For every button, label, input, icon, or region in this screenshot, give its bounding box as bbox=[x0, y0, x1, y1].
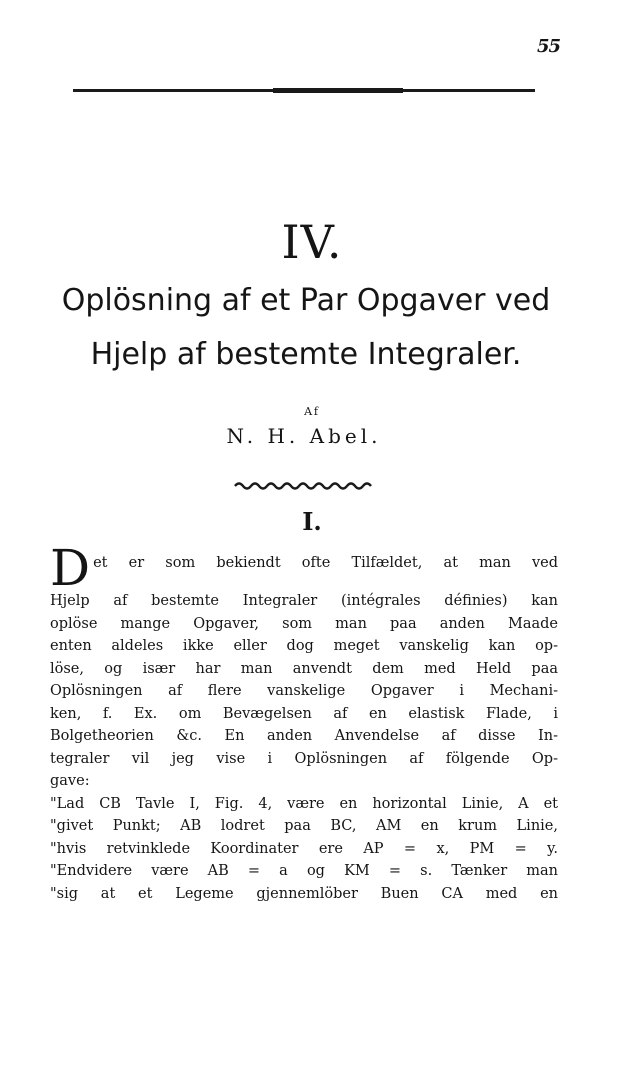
paragraph-line: ken, f. Ex. om Bevægelsen af en elastisk Flade, i bbox=[50, 705, 558, 722]
paragraph-line: et er som bekiendt ofte Tilfældet, at man ved bbox=[93, 555, 558, 571]
paragraph-line: Oplösningen af flere vanskelige Opgaver i Mechani- bbox=[50, 683, 558, 699]
page-number: 55 bbox=[536, 36, 560, 57]
quote-line: "givet Punkt; AB lodret paa BC, AM en krum Linie, bbox=[50, 818, 558, 834]
paragraph-line: tegraler vil jeg vise i Oplösningen af fölgende Op- bbox=[50, 750, 558, 767]
problem-statement bbox=[50, 793, 558, 906]
header-rule bbox=[73, 89, 535, 92]
opening-paragraph bbox=[50, 539, 558, 793]
title-line-1: Oplösning af et Par Opgaver ved bbox=[61, 283, 551, 318]
paragraph-line: Hjelp af bestemte Integraler (intégrales définies) kan bbox=[50, 593, 558, 609]
paragraph-line: gave: bbox=[50, 773, 90, 789]
title-line-2: Hjelp af bestemte Integraler. bbox=[90, 337, 522, 372]
paragraph-line: enten aldeles ikke eller dog meget vanskelig kan op- bbox=[50, 638, 558, 654]
quote-line: "Endvidere være AB = a og KM = s. Tænker man bbox=[50, 863, 558, 879]
drop-cap: D bbox=[50, 539, 91, 597]
ornament-divider-icon bbox=[233, 480, 373, 492]
byline-label: Af bbox=[304, 405, 320, 418]
body-text bbox=[50, 539, 558, 905]
quote-line: "hvis retvinklede Koordinater ere AP = x, PM = y. bbox=[50, 840, 558, 857]
quote-line: "Lad CB Tavle I, Fig. 4, være en horizontal Linie, A et bbox=[50, 795, 558, 812]
author-name: N. H. Abel. bbox=[226, 424, 382, 448]
paragraph-line: oplöse mange Opgaver, som man paa anden Maade bbox=[50, 615, 558, 632]
section-number: I. bbox=[302, 507, 322, 536]
chapter-numeral: IV. bbox=[281, 215, 343, 269]
paragraph-line: löse, og især har man anvendt dem med Held paa bbox=[50, 660, 558, 677]
paragraph-line: Bolgetheorien &c. En anden Anvendelse af disse In- bbox=[50, 728, 558, 744]
quote-line: "sig at et Legeme gjennemlöber Buen CA med en bbox=[50, 885, 558, 902]
